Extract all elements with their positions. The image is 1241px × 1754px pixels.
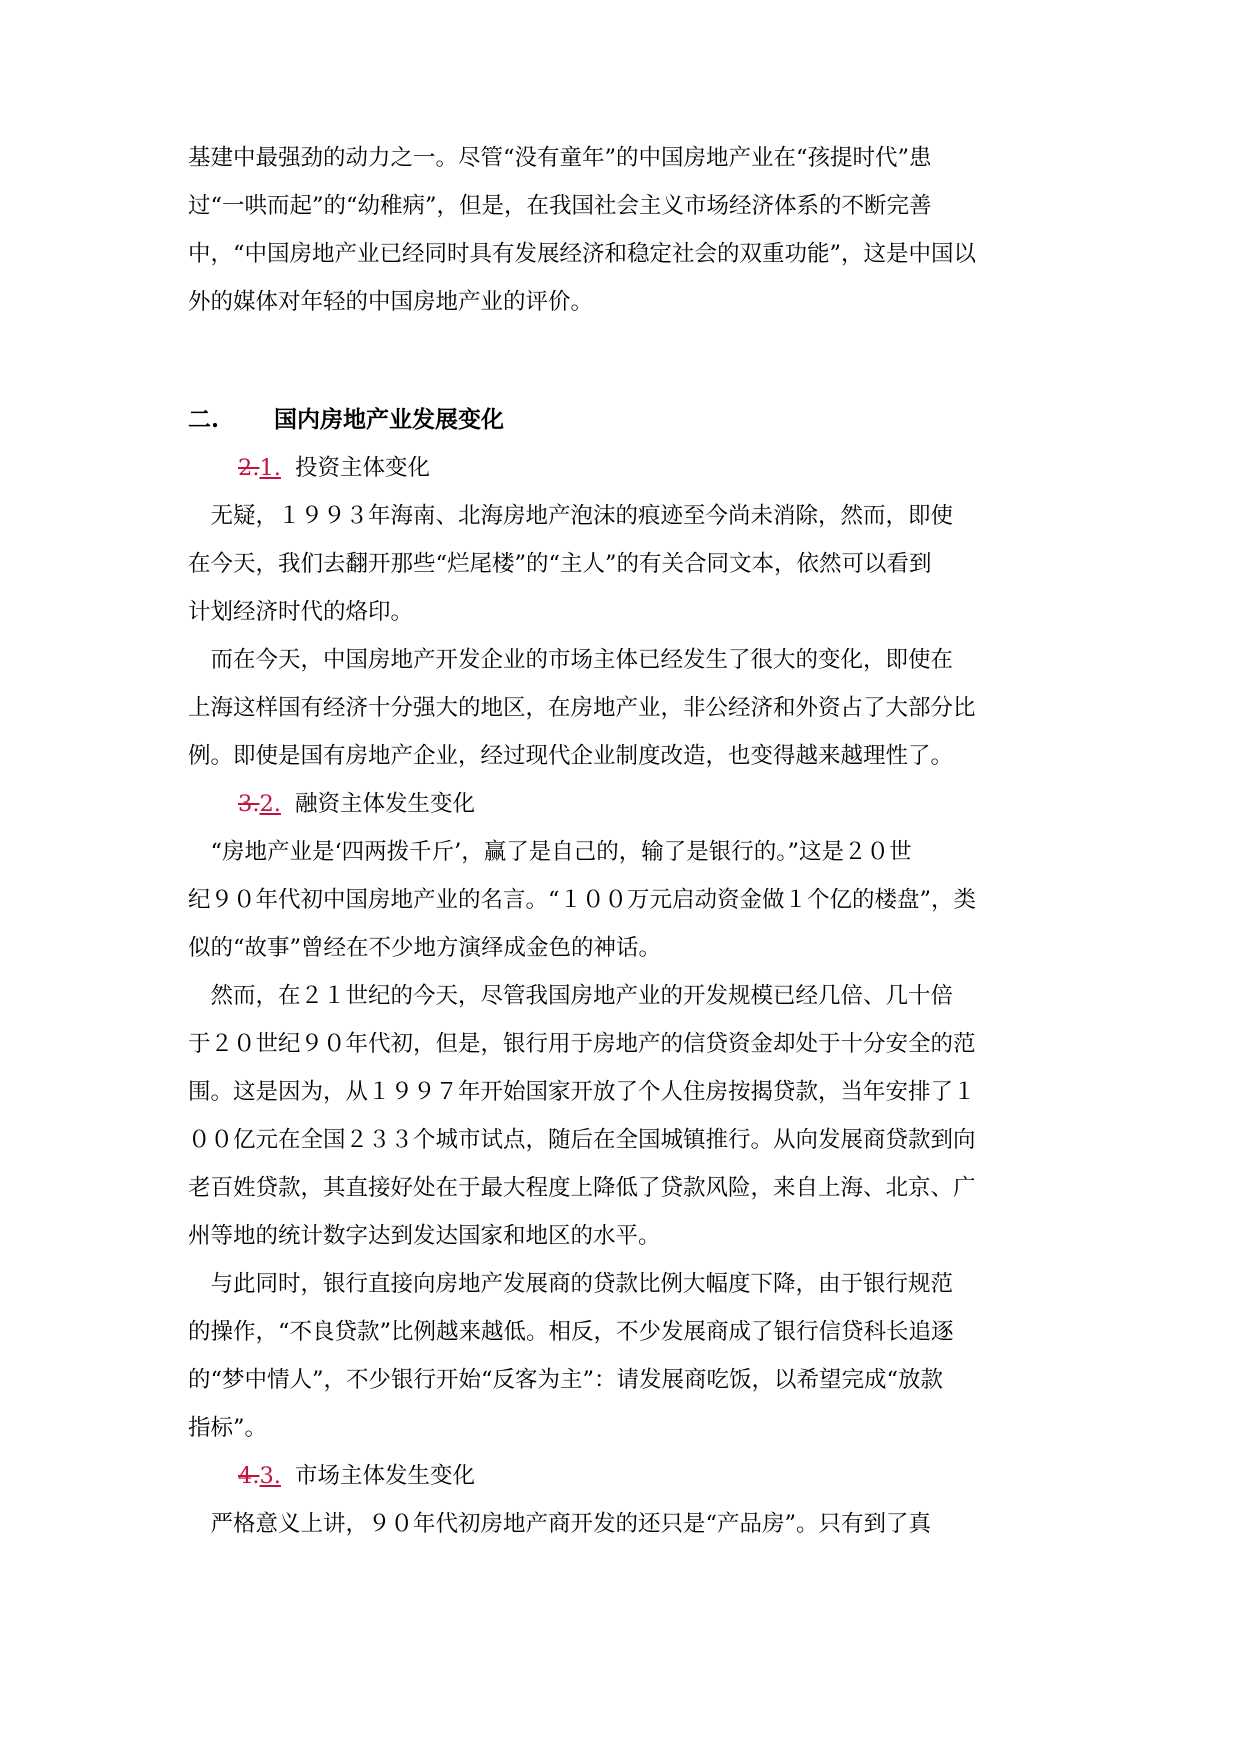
tracked-insertion: 2. — [259, 791, 281, 817]
text-line: 的操作，“不良贷款”比例越来越低。相反，不少发展商成了银行信贷科长追逐 — [188, 1319, 954, 1345]
section-number: 二. — [188, 406, 220, 433]
text-line: 中，“中国房地产业已经同时具有发展经济和稳定社会的双重功能”，这是中国以 — [188, 241, 977, 267]
tracked-deletion: 3. — [238, 791, 260, 817]
text-line: 指标”。 — [188, 1415, 268, 1441]
subsection-title: 投资主体变化 — [294, 455, 430, 481]
paragraph — [188, 492, 1060, 636]
paragraph — [188, 828, 1060, 972]
text-line: “房地产业是‘四两拨千斤’，赢了是自己的，输了是银行的。”这是２０世 — [188, 839, 912, 865]
subsection-heading-1 — [238, 444, 430, 492]
paragraph — [188, 1500, 1060, 1548]
paragraph-intro — [188, 134, 1060, 326]
text-line: 似的“故事”曾经在不少地方演绎成金色的神话。 — [188, 935, 662, 961]
text-line: 在今天，我们去翻开那些“烂尾楼”的“主人”的有关合同文本，依然可以看到 — [188, 551, 932, 577]
tracked-deletion: 4. — [238, 1463, 260, 1489]
subsection-heading-3 — [238, 1452, 475, 1500]
paragraph — [188, 1260, 1060, 1452]
section-title: 国内房地产业发展变化 — [274, 406, 504, 433]
text-line: 计划经济时代的烙印。 — [188, 599, 414, 625]
subsection-heading-2 — [238, 780, 475, 828]
text-line: 无疑，１９９３年海南、北海房地产泡沫的痕迹至今尚未消除，然而，即使 — [188, 503, 954, 529]
section-heading — [188, 396, 504, 444]
text-line: 基建中最强劲的动力之一。尽管“没有童年”的中国房地产业在“孩提时代”患 — [188, 145, 932, 171]
subsection-title: 融资主体发生变化 — [294, 791, 475, 817]
text-line: 例。即使是国有房地产企业，经过现代企业制度改造，也变得越来越理性了。 — [188, 743, 954, 769]
text-line: 老百姓贷款，其直接好处在于最大程度上降低了贷款风险，来自上海、北京、广 — [188, 1175, 976, 1201]
text-line: 过“一哄而起”的“幼稚病”，但是，在我国社会主义市场经济体系的不断完善 — [188, 193, 932, 219]
tracked-deletion: 2. — [238, 455, 260, 481]
text-line: 严格意义上讲，９０年代初房地产商开发的还只是“产品房”。只有到了真 — [188, 1511, 932, 1537]
text-line: 与此同时，银行直接向房地产发展商的贷款比例大幅度下降，由于银行规范 — [188, 1271, 954, 1297]
text-line: 外的媒体对年轻的中国房地产业的评价。 — [188, 289, 594, 315]
tracked-insertion: 1. — [259, 455, 281, 481]
text-line: 州等地的统计数字达到发达国家和地区的水平。 — [188, 1223, 661, 1249]
text-line: 上海这样国有经济十分强大的地区，在房地产业，非公经济和外资占了大部分比 — [188, 695, 976, 721]
text-line: 于２０世纪９０年代初，但是，银行用于房地产的信贷资金却处于十分安全的范 — [188, 1031, 976, 1057]
text-line: 然而，在２１世纪的今天，尽管我国房地产业的开发规模已经几倍、几十倍 — [188, 983, 954, 1009]
text-line: ００亿元在全国２３３个城市试点，随后在全国城镇推行。从向发展商贷款到向 — [188, 1127, 976, 1153]
text-line: 的“梦中情人”，不少银行开始“反客为主”：请发展商吃饭，以希望完成“放款 — [188, 1367, 944, 1393]
tracked-insertion: 3. — [259, 1463, 281, 1489]
subsection-title: 市场主体发生变化 — [294, 1463, 475, 1489]
text-line: 而在今天，中国房地产开发企业的市场主体已经发生了很大的变化，即使在 — [188, 647, 954, 673]
paragraph — [188, 636, 1060, 780]
text-line: 围。这是因为，从１９９７年开始国家开放了个人住房按揭贷款，当年安排了１ — [188, 1079, 976, 1105]
paragraph — [188, 972, 1060, 1260]
text-line: 纪９０年代初中国房地产业的名言。“１００万元启动资金做１个亿的楼盘”，类 — [188, 887, 977, 913]
